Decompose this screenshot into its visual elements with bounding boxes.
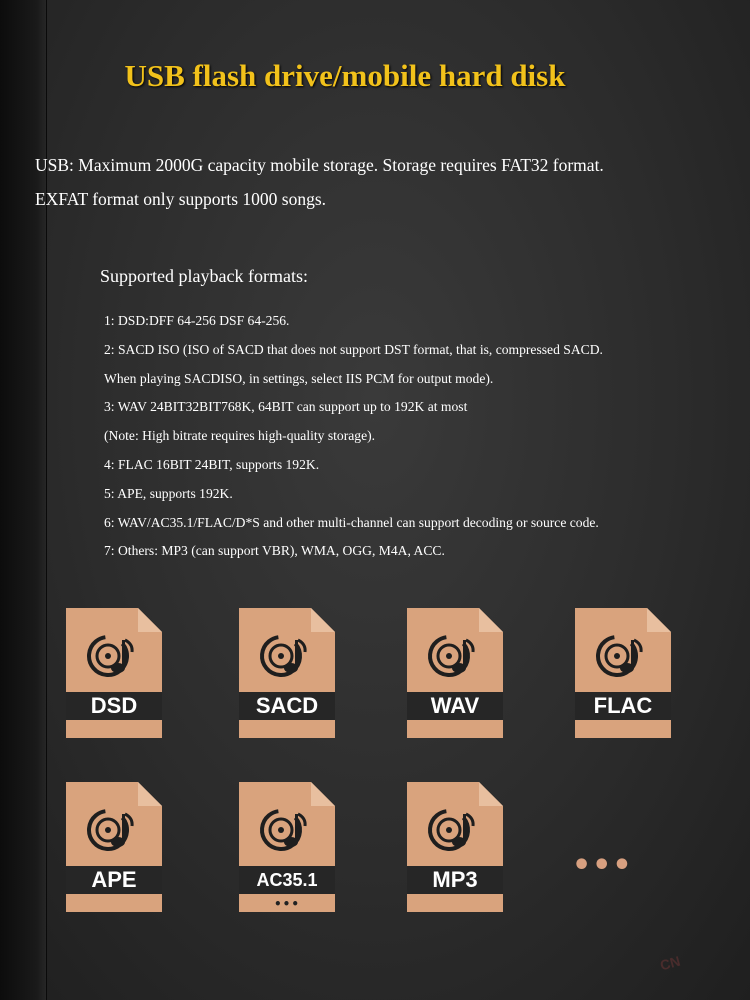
format-item: 6: WAV/AC35.1/FLAC/D*S and other multi-channel can support decoding or source code. xyxy=(104,514,599,530)
file-icon-flac xyxy=(575,608,671,738)
file-icon-ape xyxy=(66,782,162,912)
file-icon-label: WAV xyxy=(430,693,480,718)
format-item: 3: WAV 24BIT32BIT768K, 64BIT can support up to 192K at most xyxy=(104,399,468,415)
file-icon-sub-dots: ••• xyxy=(273,897,300,911)
file-icon-wav xyxy=(407,608,503,738)
intro-line: USB: Maximum 2000G capacity mobile storage. Storage requires FAT32 format. xyxy=(35,155,604,175)
file-icon-label: MP3 xyxy=(432,867,478,892)
page-title: USB flash drive/mobile hard disk xyxy=(124,58,566,93)
format-item: 1: DSD:DFF 64-256 DSF 64-256. xyxy=(104,313,290,328)
formats-list xyxy=(104,307,744,566)
file-icon-dsd xyxy=(66,608,162,738)
file-icon-label: APE xyxy=(91,867,137,892)
file-icon-label: SACD xyxy=(255,693,319,718)
file-icon-mp3 xyxy=(407,782,503,912)
file-icon-label: FLAC xyxy=(593,693,653,718)
format-item: 5: APE, supports 192K. xyxy=(104,485,233,501)
more-formats-ellipsis: ••• xyxy=(572,848,633,883)
format-item: When playing SACDISO, in settings, select IIS PCM for output mode). xyxy=(104,370,494,386)
file-icon-label: AC35.1 xyxy=(256,870,318,890)
file-icon-ac35 xyxy=(239,782,335,912)
watermark-logo: CN xyxy=(658,952,682,974)
formats-heading: Supported playback formats: xyxy=(100,266,308,286)
usb-intro xyxy=(35,148,735,216)
format-item: 7: Others: MP3 (can support VBR), WMA, OGG, M4A, ACC. xyxy=(104,543,445,559)
intro-line: EXFAT format only supports 1000 songs. xyxy=(35,189,327,209)
file-icon-label: DSD xyxy=(90,693,138,718)
format-item: (Note: High bitrate requires high-quality storage). xyxy=(104,428,376,444)
format-item: 4: FLAC 16BIT 24BIT, supports 192K. xyxy=(104,456,320,472)
format-item: 2: SACD ISO (ISO of SACD that does not support DST format, that is, compressed SACD. xyxy=(104,341,603,357)
file-icon-sacd xyxy=(239,608,335,738)
